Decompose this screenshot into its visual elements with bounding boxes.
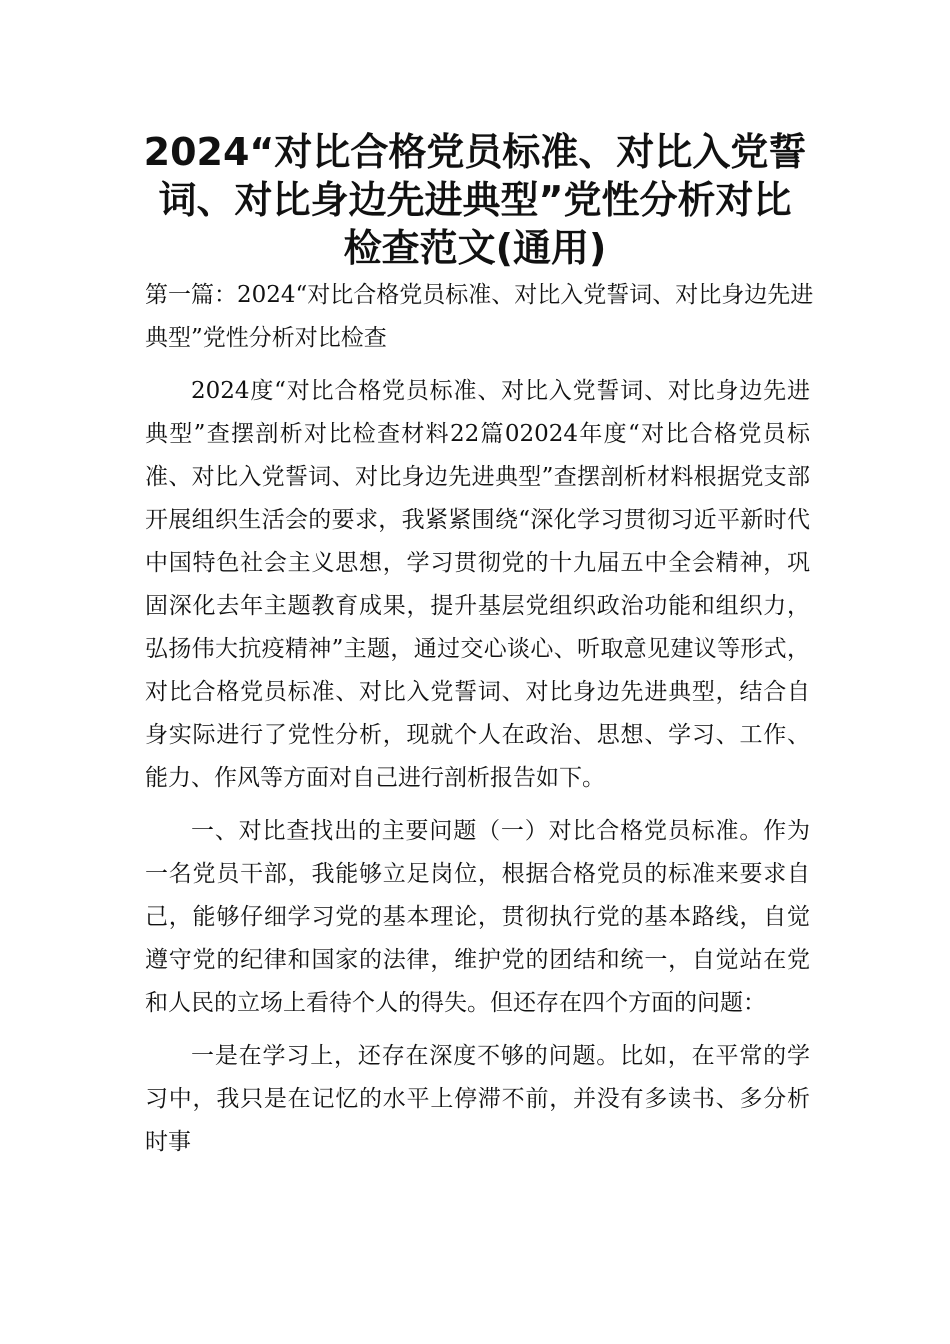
subheading bbox=[145, 274, 814, 360]
title-line: 词、对比身边先进典型”党性分析对比 bbox=[158, 178, 792, 222]
document-body bbox=[145, 274, 814, 1164]
subheading-line: 典型”党性分析对比检查 bbox=[145, 325, 387, 351]
paragraph-study: 一是在学习上，还存在深度不够的问题。比如，在平常的学习中，我只是在记忆的水平上停滞不前，并没有多读书、多分析时事 bbox=[145, 1043, 810, 1155]
paragraph-problems: 一、对比查找出的主要问题（一）对比合格党员标准。作为一名党员干部，我能够立足岗位，根据合格党员的标准来要求自己，能够仔细学习党的基本理论，贯彻执行党的基本路线，自觉遵守党的纪律和国家的法律，维护党的团结和统一，自觉站在党和人民的立场上看待个人的得失。但还存在四个方面的问题： bbox=[145, 818, 810, 1016]
subheading-line: 第一篇：2024“对比合格党员标准、对比入党誓词、对比身边先进 bbox=[145, 282, 814, 308]
paragraph-intro: 2024度“对比合格党员标准、对比入党誓词、对比身边先进典型”查摆剖析对比检查材料22篇02024年度“对比合格党员标准、对比入党誓词、对比身边先进典型”查摆剖析材料根据党支部开展组织生活会的要求，我紧紧围绕“深化学习贯彻习近平新时代中国特色社会主义思想，学习贯彻党的十九届五中全会精神，巩固深化去年主题教育成果，提升基层党组织政治功能和组织力，弘扬伟大抗疫精神”主题，通过交心谈心、听取意见建议等形式，对比合格党员标准、对比入党誓词、对比身边先进典型，结合自身实际进行了党性分析，现就个人在政治、思想、学习、工作、能力、作风等方面对自己进行剖析报告如下。 bbox=[145, 378, 810, 791]
document-title bbox=[130, 128, 820, 272]
title-line: 2024“对比合格党员标准、对比入党誓 bbox=[143, 130, 807, 174]
title-line: 检查范文(通用) bbox=[343, 226, 607, 270]
